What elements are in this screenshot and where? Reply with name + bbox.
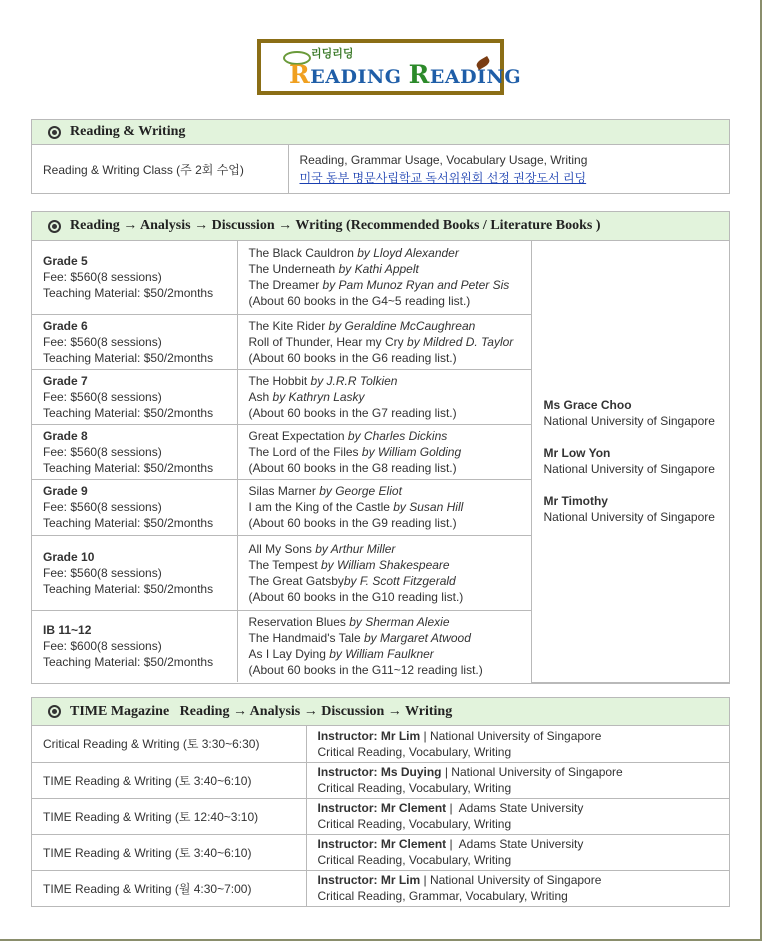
book-author: by Sherman Alexie — [349, 615, 450, 630]
table-row — [32, 870, 729, 906]
class-detail-cell — [306, 726, 729, 762]
class-subjects: Reading, Grammar Usage, Vocabulary Usage, Writing — [299, 153, 588, 167]
table-row — [32, 241, 729, 314]
book-title: The Tempest — [248, 557, 321, 572]
grade-fee: Fee: $560(8 sessions) — [43, 444, 162, 459]
grade-info-cell — [32, 479, 237, 535]
grade-info-cell — [32, 424, 237, 479]
instructor-school: | Adams State University — [446, 837, 584, 851]
class-detail-cell — [306, 870, 729, 906]
recommended-books-link[interactable]: 미국 동부 명문사립학교 독서위원회 선정 권장도서 리딩 — [299, 171, 587, 185]
book-title: Silas Marner — [248, 484, 320, 498]
reading-list-note: (About 60 books in the G11~12 reading list.) — [248, 663, 483, 678]
grade-material: Teaching Material: $50/2months — [43, 516, 214, 530]
book-title: The Black Cauldron — [248, 246, 358, 261]
section-title: Reading & Writing — [70, 124, 186, 139]
teacher-name: Ms Grace Choo — [543, 398, 632, 413]
grade-name: Grade 6 — [43, 318, 88, 333]
literature-section — [31, 211, 730, 684]
section-title: Reading → Analysis → Discussion → Writing (Recommended Books / Literature Books ) — [70, 218, 601, 233]
class-name-cell: TIME Reading & Writing (월 4:30~7:00) — [32, 870, 306, 906]
logo-korean-text: 리딩리딩 — [311, 47, 354, 60]
class-topics: Critical Reading, Vocabulary, Writing — [317, 817, 512, 831]
logo-letter-r2: R — [408, 60, 430, 89]
book-list-cell — [237, 535, 531, 610]
book-title: The Underneath — [248, 262, 339, 277]
table-row — [32, 762, 729, 798]
class-detail-cell — [306, 762, 729, 798]
book-author: by Arthur Miller — [315, 541, 396, 556]
target-bullet-icon — [48, 220, 61, 233]
grade-material: Teaching Material: $50/2months — [43, 286, 214, 301]
book-item — [249, 334, 531, 350]
teacher-item — [544, 493, 730, 525]
class-name-cell: TIME Reading & Writing (토 3:40~6:10) — [32, 762, 306, 798]
reading-list-note: (About 60 books in the G8 reading list.) — [248, 460, 457, 475]
instructor-name: Instructor: Mr Lim — [317, 728, 421, 743]
book-item — [249, 630, 531, 646]
book-author: by F. Scott Fitzgerald — [343, 573, 456, 588]
book-title: The Dreamer — [248, 278, 323, 293]
instructor-line — [318, 872, 730, 888]
book-title: Roll of Thunder, Hear my Cry — [248, 334, 408, 349]
book-author: by William Shakespeare — [320, 557, 450, 572]
grade-name: Grade 8 — [43, 428, 88, 443]
instructor-school: | National University of Singapore — [420, 873, 602, 888]
book-item — [249, 499, 531, 515]
book-author: by Charles Dickins — [347, 428, 448, 443]
grade-name: Grade 5 — [43, 254, 88, 269]
book-author: by Pam Munoz Ryan and Peter Sis — [322, 278, 510, 293]
book-item — [249, 646, 531, 662]
book-item — [249, 444, 531, 460]
grade-fee: Fee: $560(8 sessions) — [43, 389, 162, 404]
teacher-school: National University of Singapore — [543, 510, 715, 525]
book-list-cell — [237, 314, 531, 369]
book-list-cell — [237, 369, 531, 424]
grade-fee: Fee: $560(8 sessions) — [43, 334, 162, 349]
class-detail-cell — [288, 145, 729, 193]
time-magazine-section — [31, 697, 730, 907]
book-title: Ash — [248, 389, 273, 404]
book-title: The Handmaid's Tale — [248, 631, 364, 646]
book-author: by William Faulkner — [329, 647, 434, 662]
table-row — [32, 798, 729, 834]
instructor-school: | National University of Singapore — [420, 728, 602, 743]
grade-fee: Fee: $560(8 sessions) — [43, 565, 162, 580]
table-row — [32, 726, 729, 762]
reading-reading-logo[interactable] — [257, 39, 522, 95]
book-item — [249, 389, 531, 405]
class-topics: Critical Reading, Grammar, Vocabulary, Writing — [317, 889, 568, 904]
class-name-cell: Critical Reading & Writing (토 3:30~6:30) — [32, 726, 306, 762]
table-row — [32, 834, 729, 870]
target-bullet-icon — [48, 705, 61, 718]
reading-writing-table — [32, 145, 729, 193]
grade-fee: Fee: $560(8 sessions) — [43, 270, 162, 285]
book-item — [249, 318, 531, 334]
reading-writing-header — [32, 120, 729, 145]
grade-info-cell — [32, 610, 237, 682]
grade-material: Teaching Material: $50/2months — [43, 405, 214, 420]
literature-header — [32, 212, 729, 241]
time-magazine-table — [32, 726, 729, 906]
instructor-line — [318, 836, 730, 852]
book-item — [249, 541, 531, 557]
class-detail-cell — [306, 798, 729, 834]
book-title: The Kite Rider — [248, 318, 329, 333]
teachers-cell — [531, 241, 729, 682]
table-row — [32, 145, 729, 193]
logo-word-1: EADING — [310, 66, 409, 88]
instructor-name: Instructor: Mr Clement — [317, 837, 447, 851]
teacher-name: Mr Timothy — [543, 494, 608, 509]
book-list-cell — [237, 610, 531, 682]
book-author: by William Golding — [361, 444, 462, 459]
literature-table — [32, 241, 729, 683]
teacher-item — [544, 397, 730, 429]
book-item — [249, 573, 531, 589]
grade-info-cell — [32, 369, 237, 424]
grade-material: Teaching Material: $50/2months — [43, 350, 214, 365]
book-item — [249, 261, 531, 277]
book-author: by J.R.R Tolkien — [310, 373, 398, 388]
book-author: by Geraldine McCaughrean — [328, 318, 476, 333]
class-topics: Critical Reading, Vocabulary, Writing — [317, 781, 512, 795]
grade-name: Grade 9 — [43, 484, 88, 498]
grade-name: IB 11~12 — [43, 623, 92, 638]
logo-letter-r1: R — [289, 60, 311, 89]
book-item — [249, 557, 531, 573]
target-bullet-icon — [48, 126, 61, 139]
book-item — [249, 614, 531, 630]
grade-material: Teaching Material: $50/2months — [43, 655, 214, 670]
teacher-school: National University of Singapore — [543, 414, 715, 429]
book-item — [249, 277, 531, 293]
book-title: Great Expectation — [248, 428, 348, 443]
book-title: I am the King of the Castle — [248, 500, 394, 514]
grade-info-cell — [32, 314, 237, 369]
grade-info-cell — [32, 241, 237, 314]
instructor-name: Instructor: Ms Duying — [317, 765, 442, 779]
book-title: The Lord of the Files — [248, 444, 362, 459]
grade-material: Teaching Material: $50/2months — [43, 460, 214, 475]
class-name-cell: TIME Reading & Writing (토 3:40~6:10) — [32, 834, 306, 870]
reading-writing-section — [31, 119, 730, 194]
class-name-cell: Reading & Writing Class (주 2회 수업) — [32, 145, 288, 193]
book-author: by Mildred D. Taylor — [407, 334, 514, 349]
book-list-cell — [237, 241, 531, 314]
class-topics: Critical Reading, Vocabulary, Writing — [317, 853, 512, 867]
instructor-line — [318, 800, 730, 816]
grade-fee: Fee: $560(8 sessions) — [43, 500, 162, 514]
book-author: by Kathi Appelt — [338, 262, 419, 277]
book-item — [249, 373, 531, 389]
book-title: Reservation Blues — [248, 615, 350, 630]
grade-info-cell — [32, 535, 237, 610]
book-title: The Hobbit — [248, 373, 311, 388]
reading-list-note: (About 60 books in the G6 reading list.) — [248, 350, 457, 365]
instructor-school: | National University of Singapore — [441, 765, 623, 779]
book-item — [249, 245, 531, 261]
time-magazine-header — [32, 698, 729, 726]
grade-material: Teaching Material: $50/2months — [43, 581, 214, 596]
reading-list-note: (About 60 books in the G7 reading list.) — [248, 405, 457, 420]
logo-inner — [261, 43, 522, 91]
reading-list-note: (About 60 books in the G4~5 reading list.) — [248, 294, 471, 309]
grade-name: Grade 10 — [43, 549, 95, 564]
book-author: by Lloyd Alexander — [357, 246, 459, 261]
reading-list-note: (About 60 books in the G10 reading list.) — [248, 589, 464, 604]
instructor-line — [318, 728, 730, 744]
grade-fee: Fee: $600(8 sessions) — [43, 639, 162, 654]
logo-word-2: EADING — [429, 66, 522, 88]
book-author: by Susan Hill — [393, 500, 464, 514]
book-item — [249, 483, 531, 499]
section-title: TIME Magazine Reading → Analysis → Discussion → Writing — [70, 703, 453, 719]
book-list-cell — [237, 424, 531, 479]
book-title: As I Lay Dying — [248, 647, 330, 662]
book-title: All My Sons — [248, 541, 316, 556]
class-topics: Critical Reading, Vocabulary, Writing — [317, 744, 512, 759]
teacher-name: Mr Low Yon — [543, 446, 611, 461]
instructor-name: Instructor: Mr Lim — [317, 873, 421, 888]
book-author: by Kathryn Lasky — [272, 389, 365, 404]
instructor-line — [318, 764, 730, 780]
book-author: by George Eliot — [319, 484, 402, 498]
instructor-name: Instructor: Mr Clement — [317, 801, 447, 815]
teacher-school: National University of Singapore — [543, 462, 715, 477]
instructor-school: | Adams State University — [446, 801, 584, 815]
book-author: by Margaret Atwood — [363, 631, 471, 646]
teacher-item — [544, 445, 730, 477]
book-list-cell — [237, 479, 531, 535]
grade-name: Grade 7 — [43, 373, 88, 388]
book-item — [249, 428, 531, 444]
book-title: The Great Gatsby — [248, 573, 344, 588]
class-name-cell: TIME Reading & Writing (토 12:40~3:10) — [32, 798, 306, 834]
reading-list-note: (About 60 books in the G9 reading list.) — [248, 516, 457, 530]
class-detail-cell — [306, 834, 729, 870]
